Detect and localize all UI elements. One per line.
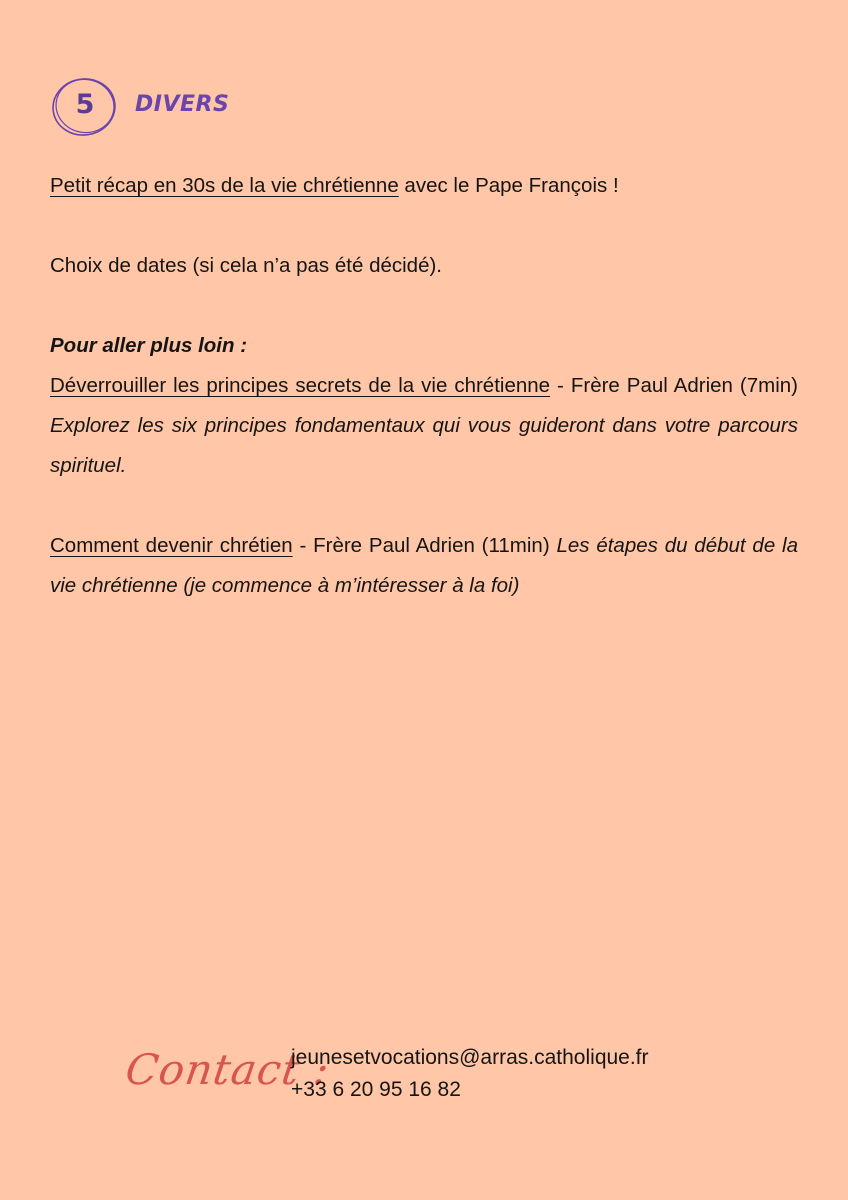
contact-phone[interactable]: +33 6 20 95 16 82 [291,1078,461,1101]
resource-link-1[interactable]: Déverrouiller les principes secrets de la vie chrétienne [50,374,551,397]
section-number-badge [50,74,120,138]
recap-text: avec le Pape François ! [398,174,619,197]
dates-paragraph: Choix de dates (si cela n’a pas été décidé). [50,254,443,277]
contact-details [291,1042,649,1106]
section-number: 5 [75,89,95,120]
resource-meta-2: - Frère Paul Adrien (11min) [292,534,557,557]
resource-item-2 [50,526,798,606]
main-content [50,166,798,606]
resource-meta-1: - Frère Paul Adrien (7min) [550,374,798,397]
resource-link-2[interactable]: Comment devenir chrétien [50,534,293,557]
resource-description-2: Les étapes du début de la vie chrétienne (je commence à m’intéresser à la foi) [50,534,798,597]
recap-video-link[interactable]: Petit récap en 30s de la vie chrétienne [50,174,399,197]
recap-paragraph [50,166,798,206]
contact-label: Contact : [122,1045,333,1094]
resource-item-1 [50,366,798,486]
section-title: DIVERS [135,92,230,117]
contact-email[interactable]: jeunesetvocations@arras.catholique.fr [291,1046,649,1069]
contact-block [122,1040,766,1120]
resource-description-1: Explorez les six principes fondamentaux qui vous guideront dans votre parcours spirituel. [50,414,798,477]
section-header [50,74,350,138]
further-reading-label: Pour aller plus loin : [50,334,248,357]
